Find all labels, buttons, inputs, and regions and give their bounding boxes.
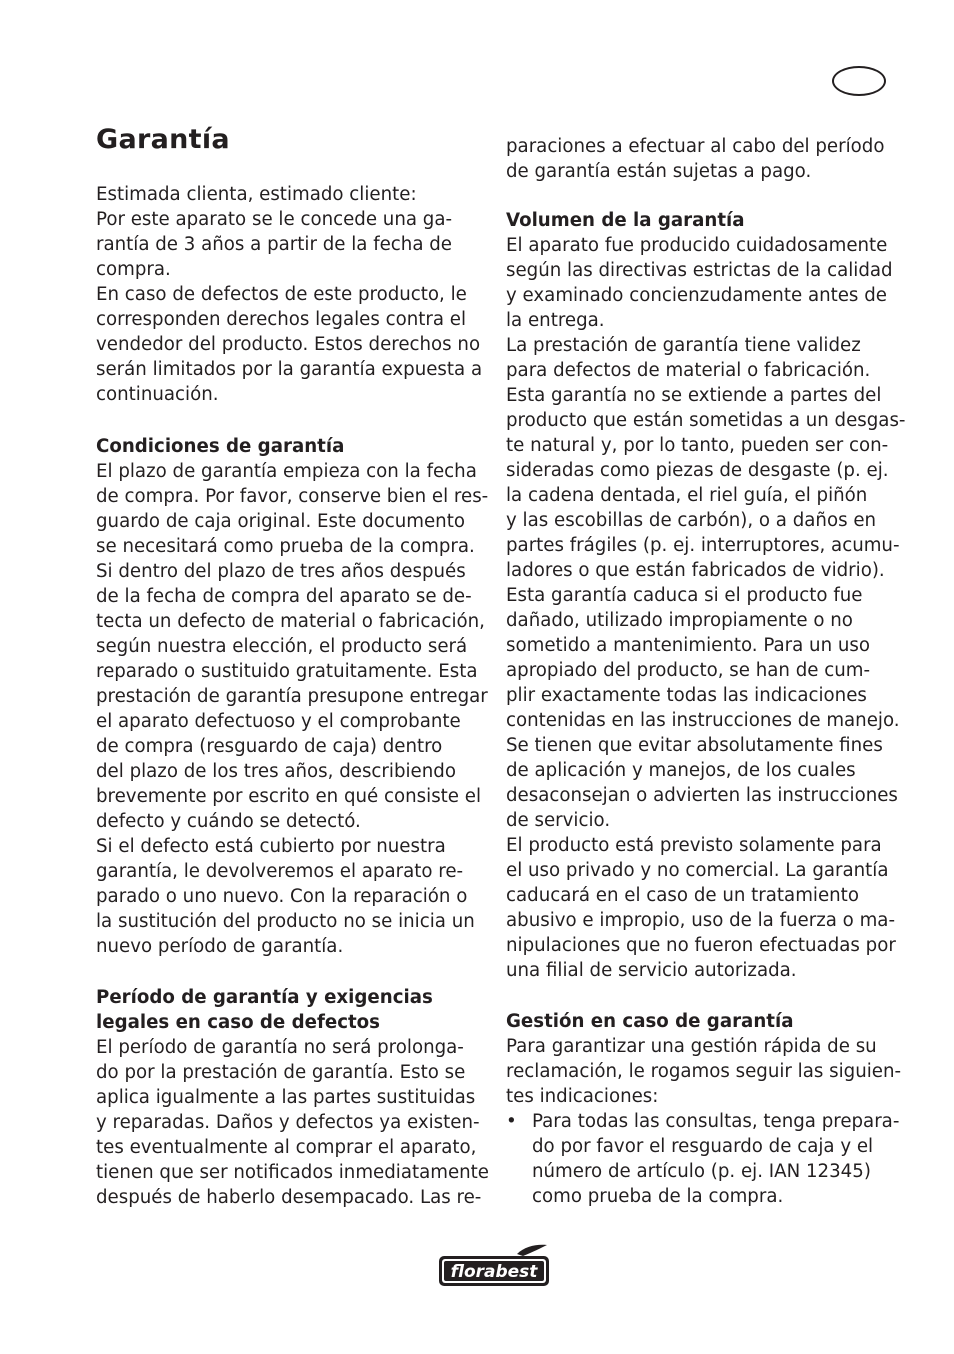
body-text-line: reclamación, le rogamos seguir las siguien- [506,1061,902,1082]
florabest-logo [437,1244,551,1290]
body-text-line: sometido a mantenimiento. Para un uso [506,635,871,656]
body-text-line: el aparato defectuoso y el comprobante [96,711,461,732]
body-text-line: prestación de garantía presupone entregar [96,686,488,707]
body-text-line: Estimada clienta, estimado cliente: [96,184,417,205]
body-text-line: contenidas en las instrucciones de manejo. [506,710,900,731]
body-text-line: do por la prestación de garantía. Esto se [96,1062,466,1083]
body-text-line: y reparadas. Daños y defectos ya existen- [96,1112,480,1133]
body-text-line: según nuestra elección, el producto será [96,636,468,657]
body-text-line: tienen que ser notificados inmediatamente [96,1162,489,1183]
body-text-line: caducará en el caso de un tratamiento [506,885,859,906]
body-text-line: desaconsejan o advierten las instrucciones [506,785,898,806]
body-text-line: compra. [96,259,171,280]
section-heading-line: legales en caso de defectos [96,1012,380,1033]
body-text-line: El período de garantía no será prolonga- [96,1037,464,1058]
body-text-line: vendedor del producto. Estos derechos no [96,334,481,355]
body-text-line: de la fecha de compra del aparato se de- [96,586,472,607]
section-heading-line: Volumen de la garantía [506,210,745,231]
body-text-line: Si el defecto está cubierto por nuestra [96,836,446,857]
body-text-line: producto que están sometidas a un desgas- [506,410,906,431]
body-text-line: El producto está previsto solamente para [506,835,882,856]
body-text-line: defecto y cuándo se detectó. [96,811,361,832]
body-text-line: guardo de caja original. Este documento [96,511,465,532]
body-text-line: rantía de 3 años a partir de la fecha de [96,234,452,255]
body-text-line: El plazo de garantía empieza con la fecha [96,461,477,482]
body-text-line: dañado, utilizado impropiamente o no [506,610,853,631]
language-badge [832,66,886,96]
body-text-line: brevemente por escrito en qué consiste el [96,786,482,807]
body-text-line: para defectos de material o fabricación. [506,360,871,381]
body-text-line: partes frágiles (p. ej. interruptores, acumu- [506,535,900,556]
body-text-line: y examinado concienzudamente antes de [506,285,887,306]
body-text-line: Para garantizar una gestión rápida de su [506,1036,877,1057]
body-text-line: nuevo período de garantía. [96,936,344,957]
body-text-line: nipulaciones que no fueron efectuadas por [506,935,896,956]
section-heading-line: Período de garantía y exigencias [96,987,433,1008]
body-text-line: de servicio. [506,810,611,831]
body-text-line: se necesitará como prueba de la compra. [96,536,475,557]
body-text-line: apropiado del producto, se han de cum- [506,660,871,681]
body-text-line: una filial de servicio autorizada. [506,960,797,981]
body-text-line: Por este aparato se le concede una ga- [96,209,453,230]
bullet-item-line: Para todas las consultas, tenga prepara- [532,1111,900,1132]
body-text-line: El aparato fue producido cuidadosamente [506,235,888,256]
body-text-line: de garantía están sujetas a pago. [506,161,812,182]
body-text-line: aplica igualmente a las partes sustituidas [96,1087,476,1108]
body-text-line: de compra (resguardo de caja) dentro [96,736,443,757]
body-text-line: La prestación de garantía tiene validez [506,335,861,356]
body-text-line: después de haberlo desempacado. Las re- [96,1187,482,1208]
body-text-line: de compra. Por favor, conserve bien el res- [96,486,489,507]
leaf-icon [517,1245,547,1256]
body-text-line: tecta un defecto de material o fabricación, [96,611,485,632]
body-text-line: la entrega. [506,310,605,331]
body-text-line: la cadena dentada, el riel guía, el piñón [506,485,868,506]
body-text-line: corresponden derechos legales contra el [96,309,467,330]
body-text-line: Se tienen que evitar absolutamente fines [506,735,883,756]
body-text-line: tes indicaciones: [506,1086,659,1107]
body-text-line: parado o uno nuevo. Con la reparación o [96,886,468,907]
page-title: Garantía [96,124,230,155]
bullet-item-line: do por favor el resguardo de caja y el [532,1136,874,1157]
body-text-line: y las escobillas de carbón), o a daños en [506,510,877,531]
body-text-line: En caso de defectos de este producto, le [96,284,467,305]
body-text-line: sideradas como piezas de desgaste (p. ej. [506,460,889,481]
body-text-line: Si dentro del plazo de tres años después [96,561,466,582]
section-heading-line: Gestión en caso de garantía [506,1011,794,1032]
body-text-line: te natural y, por lo tanto, pueden ser con- [506,435,889,456]
bullet-dot: • [506,1111,517,1132]
body-text-line: de aplicación y manejos, de los cuales [506,760,856,781]
body-text-line: abusivo e impropio, uso de la fuerza o ma- [506,910,896,931]
body-text-line: paraciones a efectuar al cabo del período [506,136,885,157]
bullet-item-line: como prueba de la compra. [532,1186,784,1207]
body-text-line: Esta garantía caduca si el producto fue [506,585,863,606]
body-text-line: del plazo de los tres años, describiendo [96,761,456,782]
bullet-item-line: número de artículo (p. ej. IAN 12345) [532,1161,871,1182]
section-heading-line: Condiciones de garantía [96,436,345,457]
body-text-line: continuación. [96,384,219,405]
body-text-line: serán limitados por la garantía expuesta a [96,359,483,380]
body-text-line: plir exactamente todas las indicaciones [506,685,867,706]
body-text-line: reparado o sustituido gratuitamente. Esta [96,661,478,682]
body-text-line: según las directivas estrictas de la calidad [506,260,893,281]
logo-text: florabest [450,1262,538,1282]
body-text-line: tes eventualmente al comprar el aparato, [96,1137,477,1158]
body-text-line: la sustitución del producto no se inicia un [96,911,475,932]
body-text-line: ladores o que están fabricados de vidrio). [506,560,885,581]
body-text-line: Esta garantía no se extiende a partes del [506,385,882,406]
body-text-line: garantía, le devolveremos el aparato re- [96,861,464,882]
body-text-line: el uso privado y no comercial. La garantía [506,860,889,881]
